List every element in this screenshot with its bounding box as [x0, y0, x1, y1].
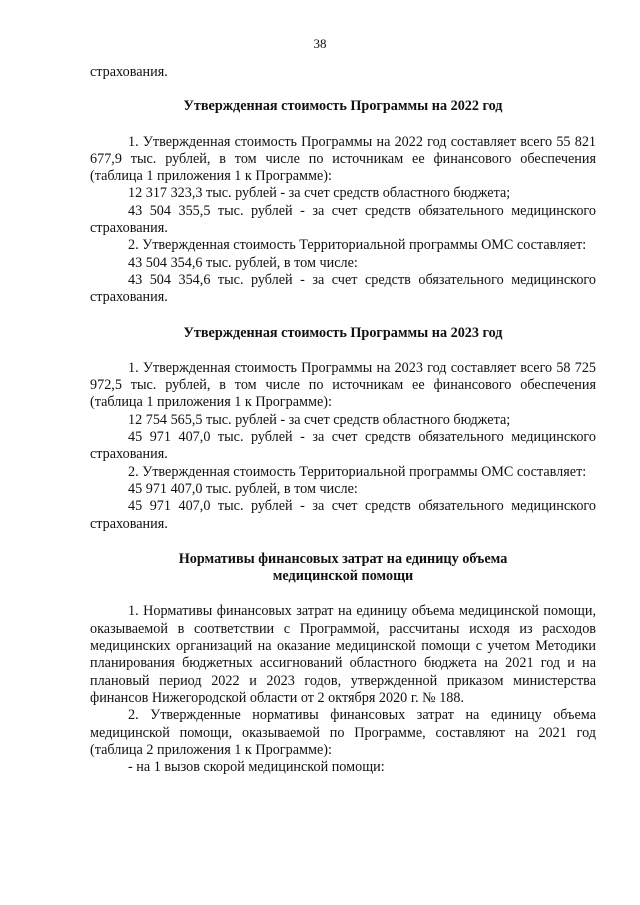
para-2023-territorial: 2. Утвержденная стоимость Территориальной программы ОМС составляет:	[128, 463, 587, 480]
para-2022-oms: 43 504 355,5 тыс. рублей - за счет средств обязательного медицинского страхования.	[90, 202, 596, 237]
para-2022-including: 43 504 354,6 тыс. рублей, в том числе:	[128, 254, 358, 271]
page-content	[90, 64, 596, 776]
heading-2023: Утвержденная стоимость Программы на 2023 год	[183, 324, 503, 341]
para-2023-oms-funds: 45 971 407,0 тыс. рублей - за счет средств обязательного медицинского страхования.	[90, 498, 596, 532]
para-norms-method: 1. Нормативы финансовых затрат на единицу объема медицинской помощи, оказываемой в соответствии с Программой, рассчитаны исходя из расходов медицинских организаций на оказание медицинской помощи с учетом Методики планирования бюджетных ассигнований областного бюджета на 2021 год и на плановый период 2022 и 2023 годов, утвержденной приказом министерства финансов Нижегородской области от 2 октября 2020 г. № 188.	[90, 603, 596, 706]
heading-2022: Утвержденная стоимость Программы на 2022 год	[183, 98, 503, 115]
para-2023-total: 1. Утвержденная стоимость Программы на 2023 год составляет всего 58 725 972,5 тыс. рублей, в том числе по источникам ее финансового обеспечения (таблица 1 приложения 1 к Программе):	[90, 359, 596, 411]
para-2023-regional-budget: 12 754 565,5 тыс. рублей - за счет средств областного бюджета;	[128, 411, 511, 428]
para-2022-territorial: 2. Утвержденная стоимость Территориальной программы ОМС составляет:	[128, 237, 587, 254]
heading-norms-line2: медицинской помощи	[272, 568, 414, 585]
para-2022-regional-budget: 12 317 323,3 тыс. рублей - за счет средств областного бюджета;	[128, 185, 511, 202]
para-2023-oms: 45 971 407,0 тыс. рублей - за счет средств обязательного медицинского страхования.	[90, 429, 596, 463]
intro-text: страхования.	[90, 64, 168, 80]
para-2022-total: 1. Утвержденная стоимость Программы на 2022 год составляет всего 55 821 677,9 тыс. рублей, в том числе по источникам ее финансового обеспечения (таблица 1 приложения 1 к Программе):	[90, 133, 596, 185]
para-2022-oms-funds: 43 504 354,6 тыс. рублей - за счет средств обязательного медицинского страхования.	[90, 271, 596, 306]
para-norms-ambulance: - на 1 вызов скорой медицинской помощи:	[128, 759, 385, 776]
heading-norms	[90, 551, 596, 586]
page-number: 38	[313, 36, 327, 51]
heading-norms-line1: Нормативы финансовых затрат на единицу объема	[178, 550, 508, 567]
para-norms-approved: 2. Утвержденные нормативы финансовых затрат на единицу объема медицинской помощи, оказываемой по Программе, составляют на 2021 год (таблица 2 приложения 1 к Программе):	[90, 707, 596, 758]
para-2023-including: 45 971 407,0 тыс. рублей, в том числе:	[128, 480, 358, 497]
